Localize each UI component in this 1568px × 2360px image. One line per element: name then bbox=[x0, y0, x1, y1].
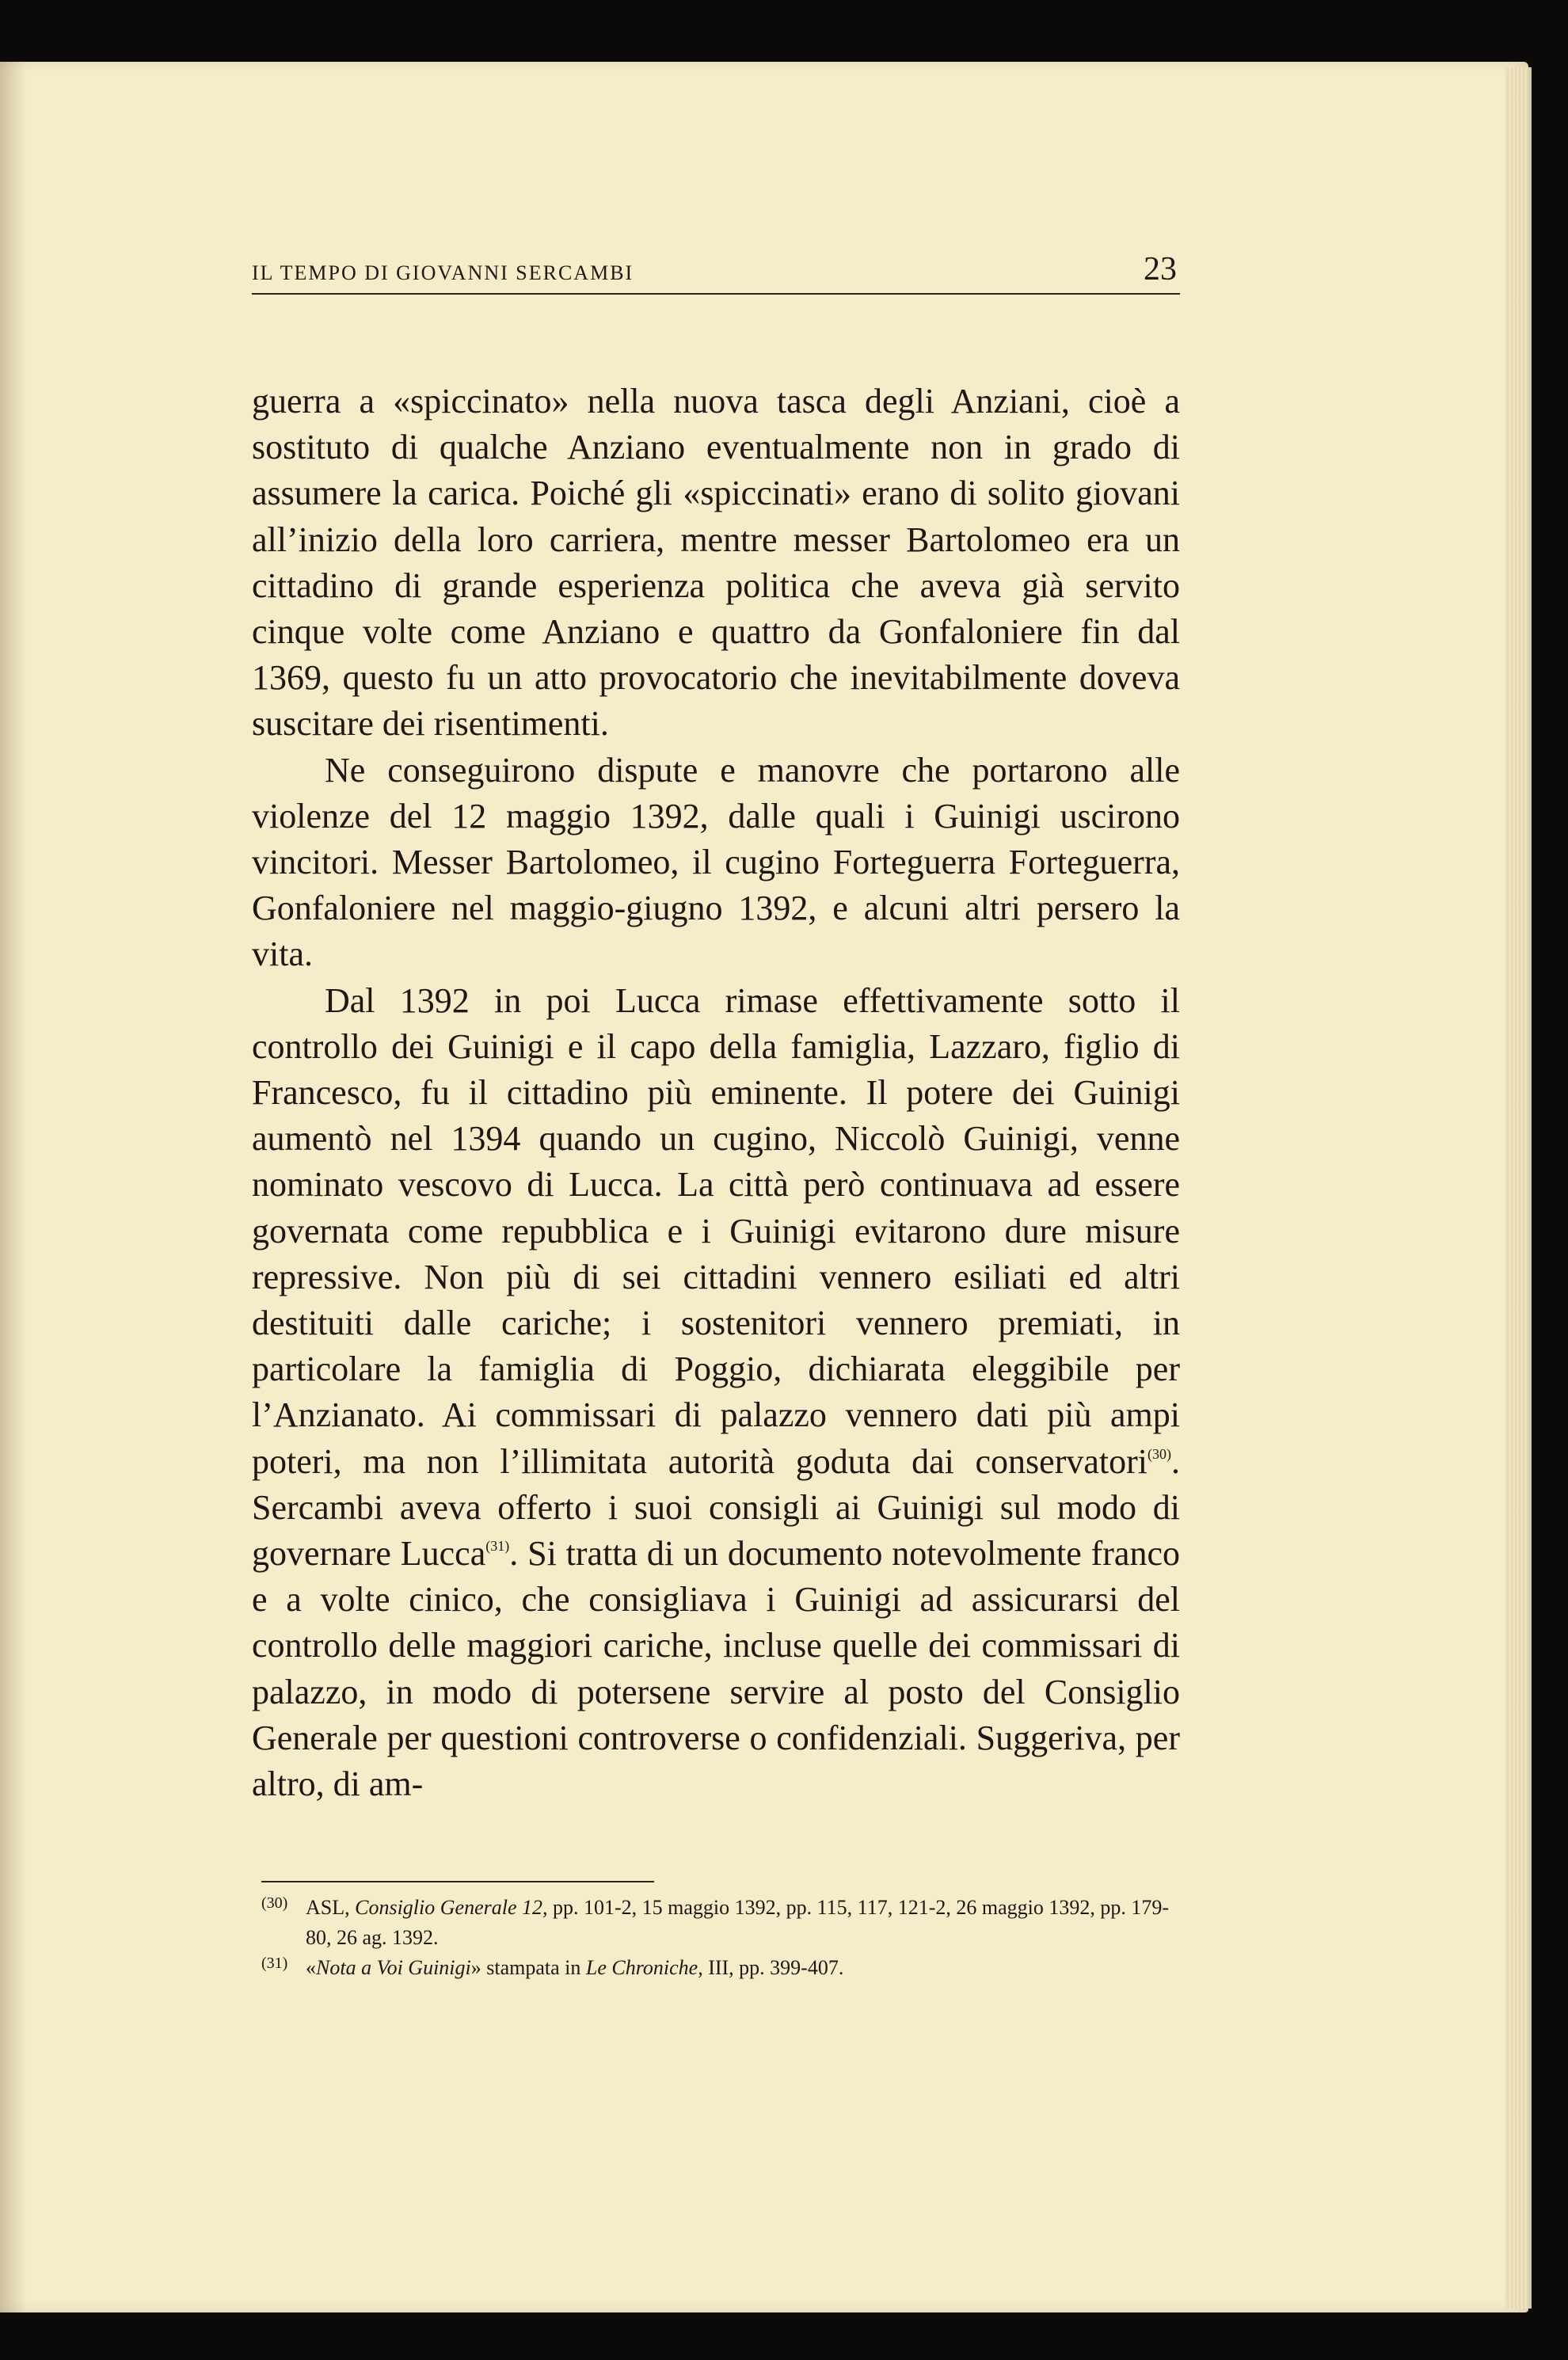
body-text bbox=[252, 379, 1180, 1807]
footnote-30 bbox=[261, 1893, 1180, 1953]
running-head bbox=[252, 246, 1180, 295]
footnote-number: (30) bbox=[261, 1894, 288, 1912]
footnote-divider bbox=[261, 1881, 654, 1882]
spine-shadow bbox=[0, 62, 27, 2312]
footnote-source-title: Consiglio Generale 12, bbox=[355, 1896, 548, 1919]
paragraph-3 bbox=[252, 978, 1180, 1808]
footnote-text: III, pp. 399-407. bbox=[702, 1956, 844, 1979]
footnote-source-title: Le Chroniche, bbox=[585, 1956, 703, 1979]
paragraph-2: Ne conseguirono dispute e manovre che portarono alle violenze del 12 maggio 1392, dalle quali i Guinigi uscirono vincitori. Messer Bartolomeo, il cugino Forteguerra Forteguerra, Gonfaloniere nel maggio-giugno 1392, e alcuni altri persero la vita. bbox=[252, 750, 1180, 974]
footnote-ref-30[interactable]: (30) bbox=[1147, 1445, 1171, 1462]
running-head-title: IL TEMPO DI GIOVANNI SERCAMBI bbox=[252, 261, 634, 284]
footnote-number: (31) bbox=[261, 1955, 288, 1972]
footnote-source-title: Nota a Voi Guinigi bbox=[316, 1956, 471, 1979]
paragraph-3-part-c: . Si tratta di un documento notevolmente franco e a volte cinico, che consigliava i Guinigi ad assicurarsi del controllo delle maggiori cariche, incluse quelle dei commissari di palazzo, in modo di potersene servire al posto del Consiglio Generale per questioni controverse o confidenziali. Suggeriva, per altro, di am- bbox=[252, 1534, 1180, 1804]
page-number: 23 bbox=[1144, 251, 1177, 287]
footnote-text: « bbox=[306, 1956, 316, 1979]
footnote-text: pp. 101-2, 15 maggio 1392, pp. 115, 117, 121-2, 26 maggio 1392, pp. 179-80, 26 ag. 1392. bbox=[306, 1896, 1170, 1949]
footnote-31 bbox=[261, 1953, 1180, 1983]
footnotes bbox=[261, 1893, 1180, 1983]
footnote-text: ASL, bbox=[306, 1896, 356, 1919]
paragraph-1: guerra a «spiccinato» nella nuova tasca degli Anziani, cioè a sostituto di qualche Anziano eventualmente non in grado di assumere la carica. Poiché gli «spiccinati» erano di solito giovani all’inizio della loro carriera, mentre messer Bartolomeo era un cittadino di grande esperienza politica che aveva già servito cinque volte come Anziano e quattro da Gonfaloniere fin dal 1369, questo fu un atto provocatorio che inevitabilmente doveva suscitare dei risentimenti. bbox=[252, 382, 1180, 744]
paragraph-3-part-a: Dal 1392 in poi Lucca rimase effettivamente sotto il controllo dei Guinigi e il capo della famiglia, Lazzaro, figlio di Francesco, fu il cittadino più eminente. Il potere dei Guinigi aumentò nel 1394 quando un cugino, Niccolò Guinigi, venne nominato vescovo di Lucca. La città però continuava ad essere governata come repubblica e i Guinigi evitarono dure misure repressive. Non più di sei cittadini vennero esiliati ed altri destituiti dalle cariche; i sostenitori vennero premiati, in particolare la famiglia di Poggio, dichiarata eleggibile per l’Anzianato. Ai commissari di palazzo vennero dati più ampi poteri, ma non l’illimitata autorità goduta dai conservatori bbox=[252, 980, 1180, 1481]
footnote-text: » stampata in bbox=[470, 1956, 586, 1979]
paragraph-3-part-b: . Sercambi aveva offerto i suoi consigli ai Guinigi sul modo di governare Lucca bbox=[252, 1441, 1180, 1574]
page-edges bbox=[1505, 67, 1532, 2309]
footnote-ref-31[interactable]: (31) bbox=[485, 1538, 510, 1555]
